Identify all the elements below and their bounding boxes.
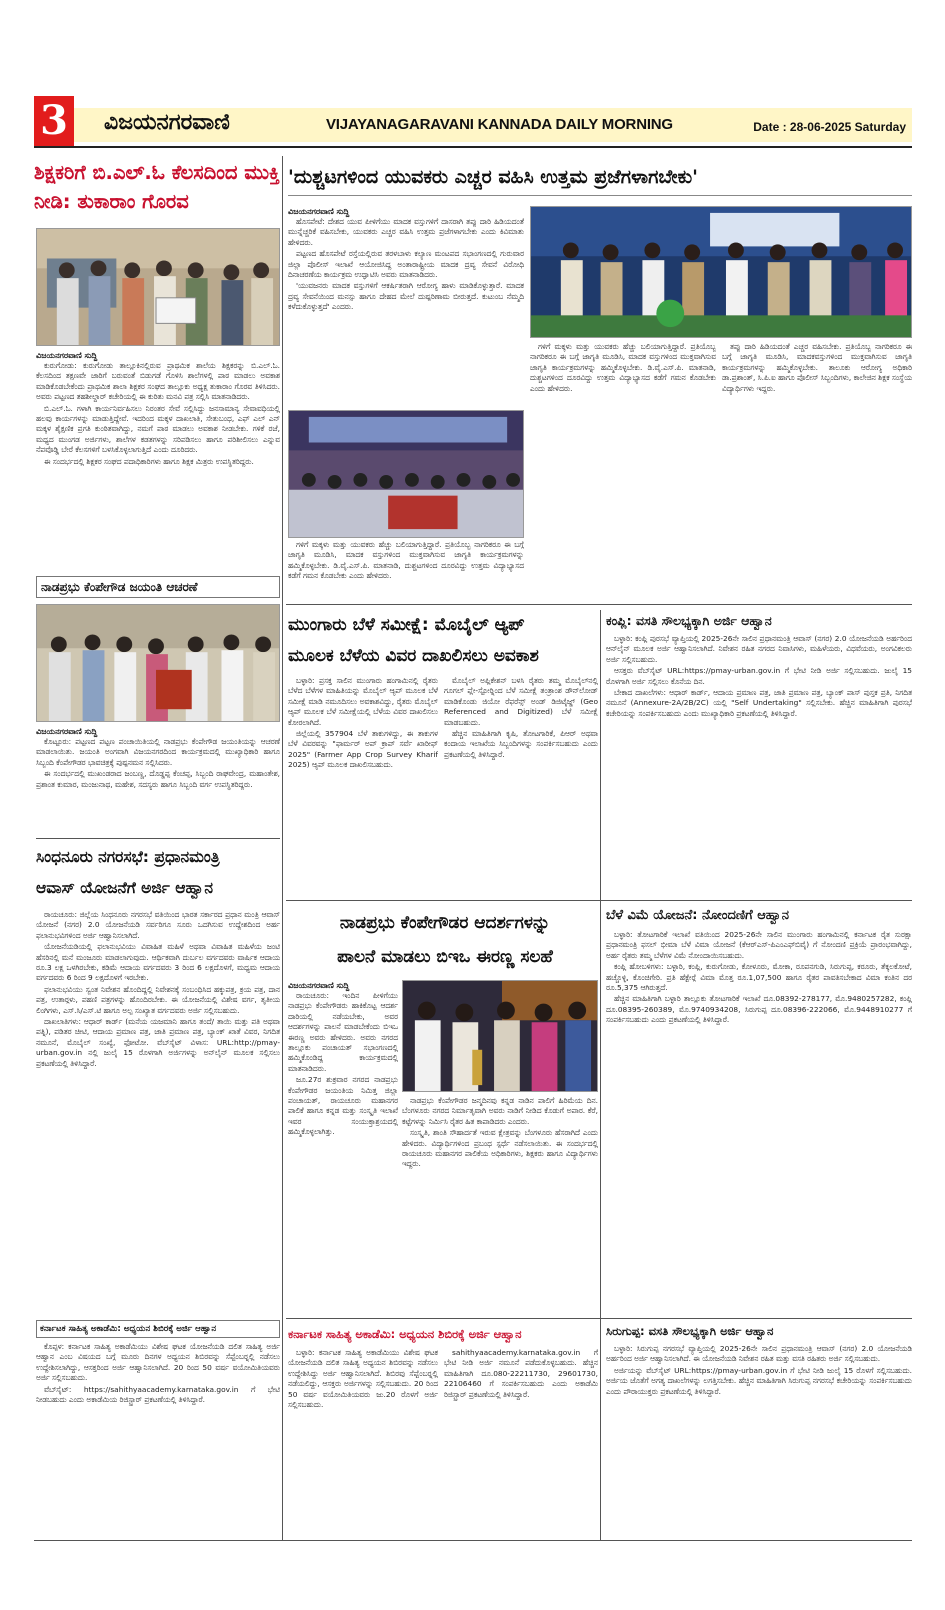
paragraph: ಹೆಚ್ಚಿನ ಮಾಹಿತಿಗಾಗಿ ಬಳ್ಳಾರಿ ತಾಲ್ಲೂಕು ತೋಟಗಾರಿಕೆ ಇಲಾಖೆ ದೂ.08392-278177, ಮೊ.9480257282, ಕಂಪ್ಲಿ ದೂ.08395-260389, ಮೊ.9740934208, ಸಿರುಗುಪ್ಪ ದೂ.08396-222066, ಮೊ.9448910277 ಗೆ ಸಂಪರ್ಕಿಸಬಹುದು ಎಂದು ಪ್ರಕಟಣೆಯಲ್ಲಿ ತಿಳಿಸಿದ್ದಾರೆ.: [606, 994, 912, 1025]
portrait-garland-photo-icon: [36, 604, 280, 722]
paragraph: ಯೋಜನೆಯಡಿಯಲ್ಲಿ ಫಲಾನುಭವಿಯು ವಿವಾಹಿತ ಮಹಿಳೆ ಅಥವಾ ವಿವಾಹಿತ ಮಹಿಳೆಯ ಜಂಟಿ ಹೆಸರಿನಲ್ಲಿ ಮನೆ ಮಂಜೂರು ಮಾಡಲಾಗುವುದು. ಆರ್ಥಿಕವಾಗಿ ದುರ್ಬಲ ವರ್ಗದವರು ವಾರ್ಷಿಕ ಆದಾಯ ರೂ.3 ಲಕ್ಷ ಒಳಗಿರಬೇಕು, ಕಡಿಮೆ ಆದಾಯ ವರ್ಗದವರು 3 ರಿಂದ 6 ಲಕ್ಷದೊಳಗೆ, ಮಧ್ಯಮ ಆದಾಯ ವರ್ಗದವರು 6 ರಿಂದ 9 ಲಕ್ಷದೊಳಗೆ ಇರಬೇಕು.: [36, 942, 280, 983]
paragraph: ಜಿಲ್ಲೆಯಲ್ಲಿ 357904 ಬೆಳೆ ತಾಕುಗಳಿದ್ದು, ಈ ತಾಕುಗಳ ಬೆಳೆ ವಿವರವನ್ನು "ಫಾರ್ಮರ್ ಅಪ್ ಕ್ರಾಪ್ ಸರ್ವೆ ಖಾರೀಫ್ 2025" (Farmer App Crop Survey Kharif 2025) ಆ್ಯಪ್ ಮೂಲಕ ದಾಖಲಿಸಬಹುದು.: [288, 729, 438, 770]
article-body: [606, 1344, 912, 1397]
article-body: [36, 361, 280, 467]
section-rule: [286, 900, 912, 901]
paragraph: ರಾಯಚೂರು: ಇಂದಿನ ಪೀಳಿಗೆಯು ನಾಡಪ್ರಭು ಕೆಂಪೇಗೌಡರು ಹಾಕಿಕೊಟ್ಟ ಆದರ್ಶ ದಾರಿಯಲ್ಲಿ ನಡೆಯಬೇಕು, ಅವರ ಆದರ್ಶಗಳನ್ನು ಪಾಲನೆ ಮಾಡಬೇಕೆಂದು ಬಿಇಒ ಈರಣ್ಣ ಅವರು ಹೇಳಿದರು. ಅವರು ನಗರದ ತಾಲ್ಲೂಕು ಪಂಚಾಯತ್ ಸಭಾಂಗಣದಲ್ಲಿ ಹಮ್ಮಿಕೊಂಡಿದ್ದ ಕಾರ್ಯಕ್ರಮದಲ್ಲಿ ಮಾತನಾಡಿದರು.: [288, 991, 398, 1073]
section-rule: [36, 838, 280, 839]
paragraph: ತಪ್ಪು ದಾರಿ ಹಿಡಿಯದಂತೆ ಎಚ್ಚರ ವಹಿಸಬೇಕು. ಪ್ರತಿಯೊಬ್ಬ ನಾಗರಿಕರೂ ಈ ಬಗ್ಗೆ ಜಾಗೃತಿ ಮೂಡಿಸಿ, ಮಾದಕವಸ್ತುಗಳಿಂದ ಮುಕ್ತವಾಗಿಸುವ ಜಾಗೃತಿ ಕಾರ್ಯಕ್ರಮಗಳನ್ನು ಹಮ್ಮಿಕೊಳ್ಳಬೇಕು. ತಾಲೂಕು ಆರೋಗ್ಯ ಅಧಿಕಾರಿ ಡಾ.ಪ್ರಶಾಂತ್, ಸಿ.ಪಿ.ಐ ಹಾಗೂ ಪೊಲೀಸ್ ಸಿಬ್ಬಂದಿಗಳು, ಕಾಲೇಜಿನ ಶಿಕ್ಷಕ ಸಂಸ್ಥೆಯ ವಿದ್ಯಾರ್ಥಿಗಳು ಇದ್ದರು.: [722, 342, 912, 393]
newspaper-title-english: VIJAYANAGARAVANI KANNADA DAILY MORNING: [326, 116, 673, 133]
article-body: [36, 1342, 280, 1405]
column-rule: [282, 156, 283, 1540]
article-body: [444, 676, 598, 760]
headline-line: ಮೂಲಕ ಬೆಳೆಯ ವಿವರ ದಾಖಲಿಸಲು ಅವಕಾಶ: [288, 646, 539, 666]
paragraph: ಬಳ್ಳಾರಿ: ಸಿರುಗುಪ್ಪ ನಗರಸಭೆ ವ್ಯಾಪ್ತಿಯಲ್ಲಿ 2025-26ನೇ ಸಾಲಿನ ಪ್ರಧಾನಮಂತ್ರಿ ಆವಾಸ್ (ನಗರ) 2.0 ಯೋಜನೆಯಡಿ ಅರ್ಹರಿಂದ ಅರ್ಜಿ ಆಹ್ವಾನಿಸಲಾಗಿದೆ. ಈ ಯೋಜನೆಯಡಿ ನಿವೇಶನ ರಹಿತ ಮತ್ತು ವಸತಿ ರಹಿತರು ಅರ್ಜಿ ಸಲ್ಲಿಸಬಹುದು.: [606, 1344, 912, 1364]
paragraph: ಬಳ್ಳಾರಿ: ಕಂಪ್ಲಿ ಪುರಸಭೆ ವ್ಯಾಪ್ತಿಯಲ್ಲಿ 2025-26ನೇ ಸಾಲಿನ ಪ್ರಧಾನಮಂತ್ರಿ ಆವಾಸ್ (ನಗರ) 2.0 ಯೋಜನೆಯಡಿ ಅರ್ಹರಿಂದ ಆನ್‍ಲೈನ್ ಮೂಲಕ ಅರ್ಜಿ ಆಹ್ವಾನಿಸಲಾಗಿದೆ. ನಿವೇಶನ ರಹಿತ ನಗರದ ನಿವಾಸಿಗಳು, ಮಹಿಳೆಯರು, ವಿಧವೆಯರು, ಅಂಗವಿಕಲರು ಅರ್ಜಿ ಸಲ್ಲಿಸಬಹುದು.: [606, 634, 912, 664]
paragraph: ಬೇಕಾದ ದಾಖಲೆಗಳು: ಆಧಾರ್ ಕಾರ್ಡ್, ಆದಾಯ ಪ್ರಮಾಣ ಪತ್ರ, ಜಾತಿ ಪ್ರಮಾಣ ಪತ್ರ, ಬ್ಯಾಂಕ್ ಪಾಸ್ ಪುಸ್ತಕ ಪ್ರತಿ, ನಿಗದಿತ ನಮೂನೆ (Annexure-2A/2B/2C) ಯಲ್ಲಿ "Self Undertaking" ಸಲ್ಲಿಸಬೇಕು. ಹೆಚ್ಚಿನ ಮಾಹಿತಿಗಾಗಿ ಪುರಸಭೆ ಕಚೇರಿಯನ್ನು ಸಂಪರ್ಕಿಸಬಹುದು ಎಂದು ಮುಖ್ಯಾಧಿಕಾರಿ ಪ್ರಕಟಣೆಯಲ್ಲಿ ತಿಳಿಸಿದ್ದಾರೆ.: [606, 688, 912, 718]
paragraph: ಈ ಸಂದರ್ಭದಲ್ಲಿ ಮುಖಂಡರಾದ ಜಂಬಣ್ಣ, ದೊಡ್ಡಪ್ಪ ಕೆಂಚಪ್ಪ, ಸಿಬ್ಬಂದಿ ರಾಘವೇಂದ್ರ, ಮಹಾಂತೇಶ, ಪ್ರಶಾಂತ ಕುಮಾರ, ಮಂಜುನಾಥ, ಮಹೇಶ, ಸದಸ್ಯರು ಹಾಗೂ ಸಿಬ್ಬಂದಿ ವರ್ಗ ಉಪಸ್ಥಿತರಿದ್ದರು.: [36, 769, 280, 789]
paragraph: ಬಳ್ಳಾರಿ: ತೋಟಗಾರಿಕೆ ಇಲಾಖೆ ವತಿಯಿಂದ 2025-26ನೇ ಸಾಲಿನ ಮುಂಗಾರು ಹಂಗಾಮಿನಲ್ಲಿ ಕರ್ನಾಟಕ ರೈತ ಸುರಕ್ಷಾ ಪ್ರಧಾನಮಂತ್ರಿ ಫಸಲ್ ಭೀಮಾ ಬೆಳೆ ವಿಮಾ ಯೋಜನೆ (ಕೆಆರ್‍ಎಸ್-ಪಿಎಂಎಫ್‍ಬಿವೈ) ಗೆ ನೋಂದಣಿ ಪ್ರಕ್ರಿಯೆ ಪ್ರಾರಂಭವಾಗಿದ್ದು, ಅರ್ಹ ರೈತರು ತಮ್ಮ ಬೆಳೆಗಳ ವಿಮೆ ನೋಂದಾಯಿಸಬಹುದು.: [606, 930, 912, 960]
article-body: [288, 991, 398, 1138]
article-sindhanur: [36, 910, 280, 1314]
headline-monsoon: [288, 610, 598, 672]
headline-line: ಆವಾಸ್ ಯೋಜನೆಗೆ ಅರ್ಜಿ ಆಹ್ವಾನ: [36, 879, 214, 897]
article-sahitya-main-col1: [288, 1348, 438, 1536]
headline-line: ಸಿಂಧನೂರು ನಗರಸಭೆ: ಪ್ರಧಾನಮಂತ್ರಿ: [36, 848, 220, 866]
paragraph: ನಾಡಪ್ರಭು ಕೆಂಪೇಗೌಡರ ಜನ್ಮದಿನವು ಕನ್ನಡ ನಾಡಿನ ಪಾಲಿಗೆ ಹಿರಿಮೆಯ ದಿನ. ಬೆಂಗಳೂರು ನಗರದ ನಿರ್ಮಾತೃವಾಗಿ ಅವರು ನಾಡಿಗೆ ನೀಡಿದ ಕೊಡುಗೆ ಅಪಾರ. ಕೆರೆ, ಕಟ್ಟೆಗಳನ್ನು ನಿರ್ಮಿಸಿ ರೈತರ ಹಿತ ಕಾಪಾಡಿದರು ಎಂದರು.: [402, 1096, 598, 1126]
byline: ವಿಜಯನಗರವಾಣಿ ಸುದ್ದಿ: [36, 351, 98, 360]
article-body: [288, 540, 524, 582]
article-drugs-col1b: [288, 540, 524, 602]
stage-event-photo-icon: [530, 206, 912, 338]
paragraph: ಹೆಚ್ಚಿನ ಮಾಹಿತಿಗಾಗಿ ಕೃಷಿ, ತೋಟಗಾರಿಕೆ, ಪಿಆರ್ ಅಥವಾ ಕಂದಾಯ ಇಲಾಖೆಯ ಸಿಬ್ಬಂದಿಗಳನ್ನು ಸಂಪರ್ಕಿಸಬಹುದು ಎಂದು ಪ್ರಕಟಣೆಯಲ್ಲಿ ತಿಳಿಸಿದ್ದಾರೆ.: [444, 729, 598, 759]
headline-teachers: ಶಿಕ್ಷಕರಿಗೆ ಬಿ.ಎಲ್.ಓ ಕೆಲಸದಿಂದ ಮುಕ್ತಿ ನೀಡಿ: ತುಕಾರಾಂ ಗೊರವ: [34, 161, 280, 213]
paragraph: ರಾಯಚೂರು: ಜಿಲ್ಲೆಯ ಸಿಂಧನೂರು ನಗರಸಭೆ ವತಿಯಿಂದ ಭಾರತ ಸರ್ಕಾರದ ಪ್ರಧಾನ ಮಂತ್ರಿ ಆವಾಸ್ ಯೋಜನೆ (ನಗರ) 2.0 ಯೋಜನೆಯಡಿ ಸರ್ವರಿಗೂ ಸೂರು ಒದಗಿಸುವ ಉದ್ದೇಶದಿಂದ ಅರ್ಹ ಫಲಾನುಭವಿಗಳಿಂದ ಅರ್ಜಿ ಆಹ್ವಾನಿಸಲಾಗಿದೆ.: [36, 910, 280, 940]
byline: ವಿಜಯನಗರವಾಣಿ ಸುದ್ದಿ: [288, 981, 350, 990]
article-drugs-col3: [722, 342, 912, 602]
byline: ವಿಜಯನಗರವಾಣಿ ಸುದ್ದಿ: [288, 207, 350, 216]
article-crop-insurance: [606, 930, 912, 1314]
group-photo-icon: [36, 228, 280, 346]
headline-line: ಮುಂಗಾರು ಬೆಳೆ ಸಮೀಕ್ಷೆ: ಮೊಬೈಲ್ ಆ್ಯಪ್: [288, 615, 525, 635]
masthead: [34, 96, 912, 148]
article-drugs-col2: [530, 342, 716, 602]
article-kempegowda-small: [36, 726, 280, 834]
paragraph: ಗಳಿಗೆ ಮಕ್ಕಳು ಮತ್ತು ಯುವಕರು ಹೆಚ್ಚು ಬಲಿಯಾಗುತ್ತಿದ್ದಾರೆ. ಪ್ರತಿಯೊಬ್ಬ ನಾಗರಿಕರೂ ಈ ಬಗ್ಗೆ ಜಾಗೃತಿ ಮೂಡಿಸಿ, ಮಾದಕ ವಸ್ತುಗಳಿಂದ ಮುಕ್ತವಾಗಿಸುವ ಜಾಗೃತಿ ಕಾರ್ಯಕ್ರಮಗಳನ್ನು ಹಮ್ಮಿಕೊಳ್ಳಬೇಕು. ಡಿ.ವೈ.ಎಸ್.ಪಿ. ಮಾತನಾಡಿ, ದುಶ್ಚಟಗಳಿಂದ ದೂರವಿದ್ದು ಉತ್ತಮ ವಿದ್ಯಾಭ್ಯಾಸದ ಕಡೆಗೆ ಗಮನ ಕೊಡಬೇಕು ಎಂದು ಹೇಳಿದರು.: [288, 540, 524, 581]
article-body: [288, 217, 524, 313]
page-number: 3: [34, 96, 74, 146]
headline-drugs: 'ದುಶ್ಚಟಗಳಿಂದ ಯುವಕರು ಎಚ್ಚರ ವಹಿಸಿ ಉತ್ತಮ ಪ್ರಜೆಗಳಾಗಬೇಕು': [288, 160, 912, 196]
paragraph: sahithyaacademy.karnataka.gov.in ಗೆ ಭೇಟಿ ನೀಡಿ ಅರ್ಜಿ ನಮೂನೆ ಪಡೆದುಕೊಳ್ಳಬಹುದು. ಹೆಚ್ಚಿನ ಮಾಹಿತಿಗಾಗಿ ದೂ.080-22211730, 29601730, 22106460 ಗೆ ಸಂಪರ್ಕಿಸಬಹುದು ಎಂದು ಅಕಾಡೆಮಿ ರಿಜಿಸ್ಟ್ರಾರ್ ಪ್ರಕಟಣೆಯಲ್ಲಿ ತಿಳಿಸಿದ್ದಾರೆ.: [444, 1348, 598, 1399]
paragraph: ಕೊಪ್ಪಳ: ಕರ್ನಾಟಕ ಸಾಹಿತ್ಯ ಅಕಾಡೆಮಿಯು ವಿಶೇಷ ಘಟಕ ಯೋಜನೆಯಡಿ ದಲಿತ ಸಾಹಿತ್ಯ ಅರ್ಜಿ ಆಹ್ವಾನ ಎಂಬ ವಿಷಯದ ಬಗ್ಗೆ ಮೂರು ದಿನಗಳ ಅಧ್ಯಯನ ಶಿಬಿರವನ್ನು ಸೆಪ್ಟೆಂಬರ್‍ನಲ್ಲಿ ನಡೆಸಲು ಉದ್ದೇಶಿಸಲಾಗಿದ್ದು, ಆಸಕ್ತರಿಂದ ಅರ್ಜಿ ಆಹ್ವಾನಿಸಲಾಗಿದೆ. 20 ರಿಂದ 50 ವರ್ಷ ವಯೋಮಿತಿಯವರು ಅರ್ಜಿ ಸಲ್ಲಿಸಬಹುದು.: [36, 1342, 280, 1383]
article-body: [402, 1096, 598, 1170]
newspaper-title-kannada: ವಿಜಯನಗರವಾಣಿ: [104, 110, 230, 135]
paragraph: ಮೊಬೈಲ್ ಅಪ್ಲಿಕೇಶನ್ ಬಳಸಿ ರೈತರು ತಮ್ಮ ಮೊಬೈಲ್‍ನಲ್ಲಿ ಗೂಗಲ್ ಪ್ಲೇ-ಸ್ಟೋರ್‍ನಿಂದ ಬೆಳೆ ಸಮೀಕ್ಷೆ ತಂತ್ರಾಂಶ ಡೌನ್‍ಲೋಡ್ ಮಾಡಿಕೊಂಡು ಜಿಯೋ ರೆಫರೆನ್ಸ್ ಅಂಡ್ ಡಿಜಿಟೈಜ್ಡ್ (Geo Referenced and Digitized) ಬೆಳೆ ಸಮೀಕ್ಷೆ ಮಾಡಬಹುದು.: [444, 676, 598, 727]
article-body: [288, 676, 438, 771]
paragraph: ಪಟ್ಟಣದ ಹೊಸಪೇಟೆ ರಸ್ತೆಯಲ್ಲಿರುವ ತರಳಬಾಳು ಕಲ್ಯಾಣ ಮಂಟಪದ ಸಭಾಂಗಣದಲ್ಲಿ ಗುರುವಾರ ಜಿಲ್ಲಾ ಪೊಲೀಸ್ ಇಲಾಖೆ ಆಯೋಜಿಸಿದ್ದ ಅಂತಾರಾಷ್ಟ್ರೀಯ ಮಾದಕ ದ್ರವ್ಯ ಸೇವನೆ ವಿರೋಧಿ ದಿನಾಚರಣೆಯ ಕಾರ್ಯಕ್ರಮ ಉದ್ಘಾಟಿಸಿ ಅವರು ಮಾತನಾಡಿದರು.: [288, 249, 524, 280]
article-body: [722, 342, 912, 394]
paragraph: ಕಂಪ್ಲಿ ಹೋಬಳಿಗಳು: ಬಳ್ಳಾರಿ, ಕಂಪ್ಲಿ, ಕುರುಗೋಡು, ಕೋಳೂರು, ಮೋಕಾ, ರೂಪನಗುಡಿ, ಸಿರುಗುಪ್ಪ, ಕರೂರು, ತೆಕ್ಕಲಕೋಟೆ, ಹಚ್ಚೊಳ್ಳಿ, ಕೊಂಚಿಗೇರಿ. ಪ್ರತಿ ಹೆಕ್ಟೇರ್‍ಗೆ ವಿಮಾ ಮೊತ್ತ ರೂ.1,07,500 ಹಾಗೂ ರೈತರ ಪಾವತಿಸಬೇಕಾದ ವಿಮಾ ಕಂತಿನ ದರ ರೂ.5,375 ಆಗಿರುತ್ತದೆ.: [606, 962, 912, 993]
section-rule: [286, 1318, 912, 1319]
page-bottom-rule: [34, 1540, 912, 1541]
paragraph: ಕೊಟ್ಟೂರು: ಪಟ್ಟಣದ ಪಟ್ಟಣ ಪಂಚಾಯಿತಿಯಲ್ಲಿ ನಾಡಪ್ರಭು ಕೆಂಪೇಗೌಡ ಜಯಂತಿಯನ್ನು ಆಚರಣೆ ಮಾಡಲಾಯಿತು. ಜಯಂತಿ ಅಂಗವಾಗಿ ವಿಜಯನಗರದಿಂದ ಕಾರ್ಯಕ್ರಮದಲ್ಲಿ ಮುಖ್ಯಾಧಿಕಾರಿ ಹಾಗೂ ಸಿಬ್ಬಂದಿ ಕೆಂಪೇಗೌಡರ ಭಾವಚಿತ್ರಕ್ಕೆ ಪುಷ್ಪನಮನ ಸಲ್ಲಿಸಿದರು.: [36, 737, 280, 767]
article-sahitya-main-col2: [444, 1348, 598, 1536]
paragraph: ಫಲಾನುಭವಿಯು ಸ್ವಂತ ನಿವೇಶನ ಹೊಂದಿದ್ದಲ್ಲಿ ನಿವೇಶನಕ್ಕೆ ಸಂಬಂಧಿಸಿದ ಹಕ್ಕುಪತ್ರ, ಕ್ರಯ ಪತ್ರ, ದಾನ ಪತ್ರ, ಉತಾರ್‍ಗಳು, ಪಹಣಿ ಪತ್ರಗಳನ್ನು ಹೊಂದಿರಬೇಕು. ಈ ಯೋಜನೆಯಲ್ಲಿ ವಿಶೇಷ ವರ್ಗ, ತೃತೀಯ ಲಿಂಗಿಗಳು, ಎಸ್.ಸಿ/ಎಸ್.ಟಿ ಹಾಗೂ ಅಲ್ಪ ಸಂಖ್ಯಾತ ವರ್ಗದವರು ಅರ್ಜಿ ಸಲ್ಲಿಸಬಹುದು.: [36, 984, 280, 1015]
article-kempegowda-main-col2: [402, 1096, 598, 1314]
paragraph: ಬಳ್ಳಾರಿ: ಕರ್ನಾಟಕ ಸಾಹಿತ್ಯ ಅಕಾಡೆಮಿಯು ವಿಶೇಷ ಘಟಕ ಯೋಜನೆಯಡಿ ದಲಿತ ಸಾಹಿತ್ಯ ಅಧ್ಯಯನ ಶಿಬಿರವನ್ನು ನಡೆಸಲು ಉದ್ದೇಶಿಸಿದ್ದು ಅರ್ಜಿ ಆಹ್ವಾನಿಸಲಾಗಿದೆ. ಶಿಬಿರವು ಸೆಪ್ಟೆಂಬರ್‍ನಲ್ಲಿ ನಡೆಯಲಿದ್ದು, ಆಸಕ್ತರು ಅರ್ಜಿಗಳನ್ನು ಸಲ್ಲಿಸಬಹುದು. 20 ರಿಂದ 50 ವರ್ಷ ವಯೋಮಿತಿಯವರು ಜು.20 ರೊಳಗೆ ಅರ್ಜಿ ಸಲ್ಲಿಸಬಹುದು.: [288, 1348, 438, 1410]
lamp-lighting-photo-icon: [402, 980, 598, 1092]
column-rule: [600, 610, 601, 1540]
audience-photo-icon: [288, 410, 524, 538]
article-teachers: [36, 350, 280, 572]
headline-sahitya-small: ಕರ್ನಾಟಕ ಸಾಹಿತ್ಯ ಅಕಾಡೆಮಿ: ಅಧ್ಯಯನ ಶಿಬಿರಕ್ಕೆ ಅರ್ಜಿ ಆಹ್ವಾನ: [36, 1320, 280, 1338]
paragraph: ವೆಬ್‍ಸೈಟ್: https://sahithyaacademy.karnataka.gov.in ಗೆ ಭೇಟಿ ನೀಡಬಹುದು ಎಂದು ಅಕಾಡೆಮಿಯ ರಿಜಿಸ್ಟ್ರಾರ್ ಪ್ರಕಟಣೆಯಲ್ಲಿ ತಿಳಿಸಿದ್ದಾರೆ.: [36, 1384, 280, 1405]
article-kampli-housing: [606, 634, 912, 898]
byline: ವಿಜಯನಗರವಾಣಿ ಸುದ್ದಿ: [36, 727, 98, 736]
paragraph: ಬಿ.ಎಲ್.ಓ. ಗಳಾಗಿ ಕಾರ್ಯನಿರ್ವಹಿಸಲು ನಿರಂತರ ಸೇವೆ ಸಲ್ಲಿಸಿದ್ದು ಜನಸಾಮಾನ್ಯ ಸೇವಾವಧಿಯಲ್ಲಿ ಹಲವು ಕಾರ್ಯಗಳನ್ನು ಮಾಡುತ್ತಿದ್ದೇವೆ. ಇದರಿಂದ ಮಕ್ಕಳ ದಾಖಲಾತಿ, ಸೇತುಬಂಧ, ಎಫ್ ಎಲ್ ಎನ್ ಮಕ್ಕಳ ಶೈಕ್ಷಣಿಕ ಪ್ರಗತಿ ಕುಂಠಿತವಾಗಿದ್ದು, ನಮಗೆ ಪಾಠ ಮಾಡಲು ಅವಕಾಶ ನೀಡಬೇಕು. ಗಳಿಕೆ ರಜೆ, ಮಧ್ಯದ ಮುಂಗಡ ಅರ್ಜಿಗಳು, ಶಾಲೆಗಳ ಕಡತಗಳನ್ನು ಸರಿಪಡಿಸಲು ಹಾಗೂ ಪರಿಶೀಲಿಸಲು ಎನ್ನುವ ನೆಪವೊಡ್ಡಿ ಬೇರೆ ಕೆಲಸಗಳಿಗೆ ಬಳಸಿಕೊಳ್ಳಲಾಗುತ್ತಿದೆ ಎಂದು ದೂರಿದರು.: [36, 403, 280, 455]
paragraph: ಸಂಸ್ಕೃತಿ, ಶಾಂತಿ ಸೌಹಾರ್ದತೆ ಇರುವ ಕ್ಷೇತ್ರವನ್ನು ಬೆಂಗಳೂರು ಹೆಸರಾಗಿದೆ ಎಂದು ಹೇಳಿದರು. ವಿದ್ಯಾರ್ಥಿಗಳಿಂದ ಪ್ರಬಂಧ ಸ್ಪರ್ಧೆ ನಡೆಸಲಾಯಿತು. ಈ ಸಂದರ್ಭದಲ್ಲಿ ರಾಯಚೂರು ಮಹಾನಗರ ಪಾಲಿಕೆಯ ಅಧಿಕಾರಿಗಳು, ಶಿಕ್ಷಕರು ಹಾಗೂ ವಿದ್ಯಾರ್ಥಿಗಳು ಇದ್ದರು.: [402, 1128, 598, 1169]
article-body: [606, 930, 912, 1026]
article-body: [36, 910, 280, 1069]
issue-date: Date : 28-06-2025 Saturday: [753, 120, 906, 134]
paragraph: ಗಳಿಗೆ ಮಕ್ಕಳು ಮತ್ತು ಯುವಕರು ಹೆಚ್ಚು ಬಲಿಯಾಗುತ್ತಿದ್ದಾರೆ. ಪ್ರತಿಯೊಬ್ಬ ನಾಗರಿಕರೂ ಈ ಬಗ್ಗೆ ಜಾಗೃತಿ ಮೂಡಿಸಿ, ಮಾದಕ ವಸ್ತುಗಳಿಂದ ಮುಕ್ತವಾಗಿಸುವ ಜಾಗೃತಿ ಕಾರ್ಯಕ್ರಮಗಳನ್ನು ಹಮ್ಮಿಕೊಳ್ಳಬೇಕು. ಡಿ.ವೈ.ಎಸ್.ಪಿ. ಮಾತನಾಡಿ, ದುಶ್ಚಟಗಳಿಂದ ದೂರವಿದ್ದು ಉತ್ತಮ ವಿದ್ಯಾಭ್ಯಾಸದ ಕಡೆಗೆ ಗಮನ ಕೊಡಬೇಕು ಎಂದು ಹೇಳಿದರು.: [530, 342, 716, 393]
headline-sahitya-main: ಕರ್ನಾಟಕ ಸಾಹಿತ್ಯ ಅಕಾಡೆಮಿ: ಅಧ್ಯಯನ ಶಿಬಿರಕ್ಕೆ ಅರ್ಜಿ ಆಹ್ವಾನ: [288, 1327, 522, 1341]
article-monsoon-col1: [288, 676, 438, 898]
section-rule: [286, 604, 912, 605]
headline-siruguppa-housing: ಸಿರುಗುಪ್ಪ: ವಸತಿ ಸೌಲಭ್ಯಕ್ಕಾಗಿ ಅರ್ಜಿ ಆಹ್ವಾನ: [606, 1324, 774, 1338]
article-body: [444, 1348, 598, 1400]
paragraph: 'ಯುವಜನರು ಮಾದಕ ವಸ್ತುಗಳಿಗೆ ಆಕರ್ಷಿತರಾಗಿ ಆರೋಗ್ಯ ಹಾಳು ಮಾಡಿಕೊಳ್ಳುತ್ತಾರೆ. ಮಾದಕ ದ್ರವ್ಯ ಸೇವನೆಯಿಂದ ಮನಸ್ಸು ಹಾಗೂ ದೇಹದ ಮೇಲೆ ದುಷ್ಪರಿಣಾಮ ಬೀರುತ್ತದೆ. ಕುಟುಂಬ ನೆಮ್ಮದಿ ಕಳೆದುಕೊಳ್ಳುತ್ತದೆ' ಎಂದರು.: [288, 281, 524, 312]
article-sahitya-small: [36, 1342, 280, 1536]
headline-kampli-housing: ಕಂಪ್ಲಿ: ವಸತಿ ಸೌಲಭ್ಯಕ್ಕಾಗಿ ಅರ್ಜಿ ಆಹ್ವಾನ: [606, 613, 772, 628]
article-monsoon-col2: [444, 676, 598, 898]
headline-line: ಪಾಲನೆ ಮಾಡಲು ಬಿಇಒ ಈರಣ್ಣ ಸಲಹೆ: [337, 947, 553, 967]
paragraph: ದಾಖಲಾತಿಗಳು: ಆಧಾರ್ ಕಾರ್ಡ್ (ಮನೆಯ ಯಜಮಾನಿ ಹಾಗೂ ತಂದೆ/ ತಾಯಿ ಮತ್ತು ಪತಿ ಅಥವಾ ಪತ್ನಿ), ಪಡಿತರ ಚೀಟಿ, ಆದಾಯ ಪ್ರಮಾಣ ಪತ್ರ, ಜಾತಿ ಪ್ರಮಾಣ ಪತ್ರ, ಬ್ಯಾಂಕ್ ಖಾತೆ ವಿವರ, ನಿಗದಿತ ನಮೂನೆ, ಮೊಬೈಲ್ ಸಂಖ್ಯೆ, ಫೋಟೋ. ವೆಬ್‍ಸೈಟ್ ವಿಳಾಸ: URL:http://pmay-urban.gov.in ನಲ್ಲಿ ಜುಲೈ 15 ರೊಳಗಾಗಿ ಅರ್ಜಿಗಳನ್ನು ಅನ್‍ಲೈನ್ ಮೂಲಕ ಸಲ್ಲಿಸಲು ಪ್ರಕಟಣೆಯಲ್ಲಿ ತಿಳಿಸಿದ್ದಾರೆ.: [36, 1017, 280, 1068]
paragraph: ಕುರುಗೋಡು: ಕುರುಗೋಡು ತಾಲ್ಲೂಕಿನಲ್ಲಿರುವ ಪ್ರಾಥಮಿಕ ಶಾಲೆಯ ಶಿಕ್ಷಕರನ್ನು ಬಿ.ಎಲ್.ಓ. ಕೆಲಸದಿಂದ ತಕ್ಷಣವೇ ಜಾರಿಗೆ ಬರುವಂತೆ ಬಿಡುಗಡೆ ಗೊಳಿಸಿ ಶಾಲೆಗಳಲ್ಲಿ ಪಾಠ ಮಾಡಲು ಅವಕಾಶ ಮಾಡಿಕೊಡಬೇಕೆಂದು ಪ್ರಾಥಮಿಕ ಶಾಲಾ ಶಿಕ್ಷಕರ ಸಂಘದ ತಾಲ್ಲೂಕು ಅಧ್ಯಕ್ಷ ತುಕಾರಾಂ ಗೊರವ ತಿಳಿಸಿದರು. ಅವರು ಪಟ್ಟಣದ ತಹಶೀಲ್ದಾರ್ ಕಚೇರಿಯಲ್ಲಿ ಈ ಕುರಿತು ಮನವಿ ಪತ್ರ ಸಲ್ಲಿಸಿ ಮಾತನಾಡಿದರು.: [36, 361, 280, 402]
headline-kempegowda-main: [290, 906, 600, 974]
article-body: [36, 737, 280, 790]
article-drugs-col1: [288, 206, 524, 406]
article-body: [606, 634, 912, 719]
paragraph: ಜೂ.27ರ ಶುಕ್ರವಾರ ನಗರದ ನಾಡಪ್ರಭು ಕೆಂಪೇಗೌಡರ ಜಯಂತಿಯ ನಿಮಿತ್ತ ಜಿಲ್ಲಾ ಪಂಚಾಯತ್, ರಾಯಚೂರು ಮಹಾನಗರ ಪಾಲಿಕೆ ಹಾಗೂ ಕನ್ನಡ ಮತ್ತು ಸಂಸ್ಕೃತಿ ಇಲಾಖೆ ಇವರ ಸಂಯುಕ್ತಾಶ್ರಯದಲ್ಲಿ ಹಮ್ಮಿಕೊಳ್ಳಲಾಗಿತ್ತು.: [288, 1075, 398, 1137]
paragraph: ಹೊಸಪೇಟೆ: ದೇಶದ ಯುವ ಪೀಳಿಗೆಯು ಮಾದಕ ವಸ್ತುಗಳಿಗೆ ದಾಸರಾಗಿ ತಪ್ಪು ದಾರಿ ಹಿಡಿಯದಂತೆ ಮುನ್ನೆಚ್ಚರಿಕೆ ವಹಿಸಬೇಕು, ಯುವಕರು ಎಚ್ಚರ ವಹಿಸಿ ಉತ್ತಮ ಪ್ರಜೆಗಳಾಗಬೇಕು ಎಂದು ಕಿವಿಮಾತು ಹೇಳಿದರು.: [288, 217, 524, 247]
headline-sindhanur: [36, 842, 280, 906]
article-body: [530, 342, 716, 394]
article-siruguppa-housing: [606, 1344, 912, 1536]
paragraph: ಆಸಕ್ತರು ವೆಬ್‍ಸೈಟ್ URL:https://pmay-urban.gov.in ಗೆ ಭೇಟಿ ನೀಡಿ ಅರ್ಜಿ ಸಲ್ಲಿಸಬಹುದು. ಜುಲೈ 15 ರೊಳಗಾಗಿ ಅರ್ಜಿ ಸಲ್ಲಿಸಲು ಕೊನೆಯ ದಿನ.: [606, 666, 912, 686]
paragraph: ಅರ್ಜಿಯನ್ನು ವೆಬ್‍ಸೈಟ್ URL:https://pmay-urban.gov.in ಗೆ ಭೇಟಿ ನೀಡಿ ಜುಲೈ 15 ರೊಳಗೆ ಸಲ್ಲಿಸಬಹುದು. ಅರ್ಜಿಯ ಜೊತೆಗೆ ಅಗತ್ಯ ದಾಖಲೆಗಳನ್ನು ಲಗತ್ತಿಸಬೇಕು. ಹೆಚ್ಚಿನ ಮಾಹಿತಿಗಾಗಿ ಸಿರುಗುಪ್ಪ ನಗರಸಭೆ ಕಚೇರಿಯನ್ನು ಸಂಪರ್ಕಿಸಬಹುದು ಎಂದು ಪೌರಾಯುಕ್ತರು ಪ್ರಕಟಣೆಯಲ್ಲಿ ತಿಳಿಸಿದ್ದಾರೆ.: [606, 1365, 912, 1396]
paragraph: ಈ ಸಂದರ್ಭದಲ್ಲಿ ಶಿಕ್ಷಕರ ಸಂಘದ ಪದಾಧಿಕಾರಿಗಳು ಹಾಗೂ ಶಿಕ್ಷಕ ಮಿತ್ರರು ಉಪಸ್ಥಿತರಿದ್ದರು.: [44, 456, 254, 466]
article-kempegowda-main-col1: [288, 980, 398, 1314]
headline-kempegowda-small: ನಾಡಪ್ರಭು ಕೆಂಪೇಗೌಡ ಜಯಂತಿ ಆಚರಣೆ: [36, 576, 280, 598]
paragraph: ಬಳ್ಳಾರಿ: ಪ್ರಸಕ್ತ ಸಾಲಿನ ಮುಂಗಾರು ಹಂಗಾಮಿನಲ್ಲಿ ರೈತರು ಬೆಳೆದ ಬೆಳೆಗಳ ಮಾಹಿತಿಯನ್ನು ಮೊಬೈಲ್ ಆ್ಯಪ್ ಮೂಲಕ ಬೆಳೆ ಸಮೀಕ್ಷೆ ಮಾಡಿ ನಮೂದಿಸಲು ಅವಕಾಶವಿದ್ದು, ರೈತರು ಮೊಬೈಲ್ ಆ್ಯಪ್ ಮೂಲಕ ಬೆಳೆ ಸಮೀಕ್ಷೆಯಲ್ಲಿ ಬೆಳೆಯ ವಿವರ ದಾಖಲಿಸಲು ಕೋರಲಾಗಿದೆ.: [288, 676, 438, 727]
headline-line: ನಾಡಪ್ರಭು ಕೆಂಪೇಗೌಡರ ಆದರ್ಶಗಳನ್ನು: [339, 913, 551, 933]
headline-crop-insurance: ಬೆಳೆ ವಿಮೆ ಯೋಜನೆ: ನೋಂದಣಿಗೆ ಆಹ್ವಾನ: [606, 908, 789, 923]
article-body: [288, 1348, 438, 1410]
